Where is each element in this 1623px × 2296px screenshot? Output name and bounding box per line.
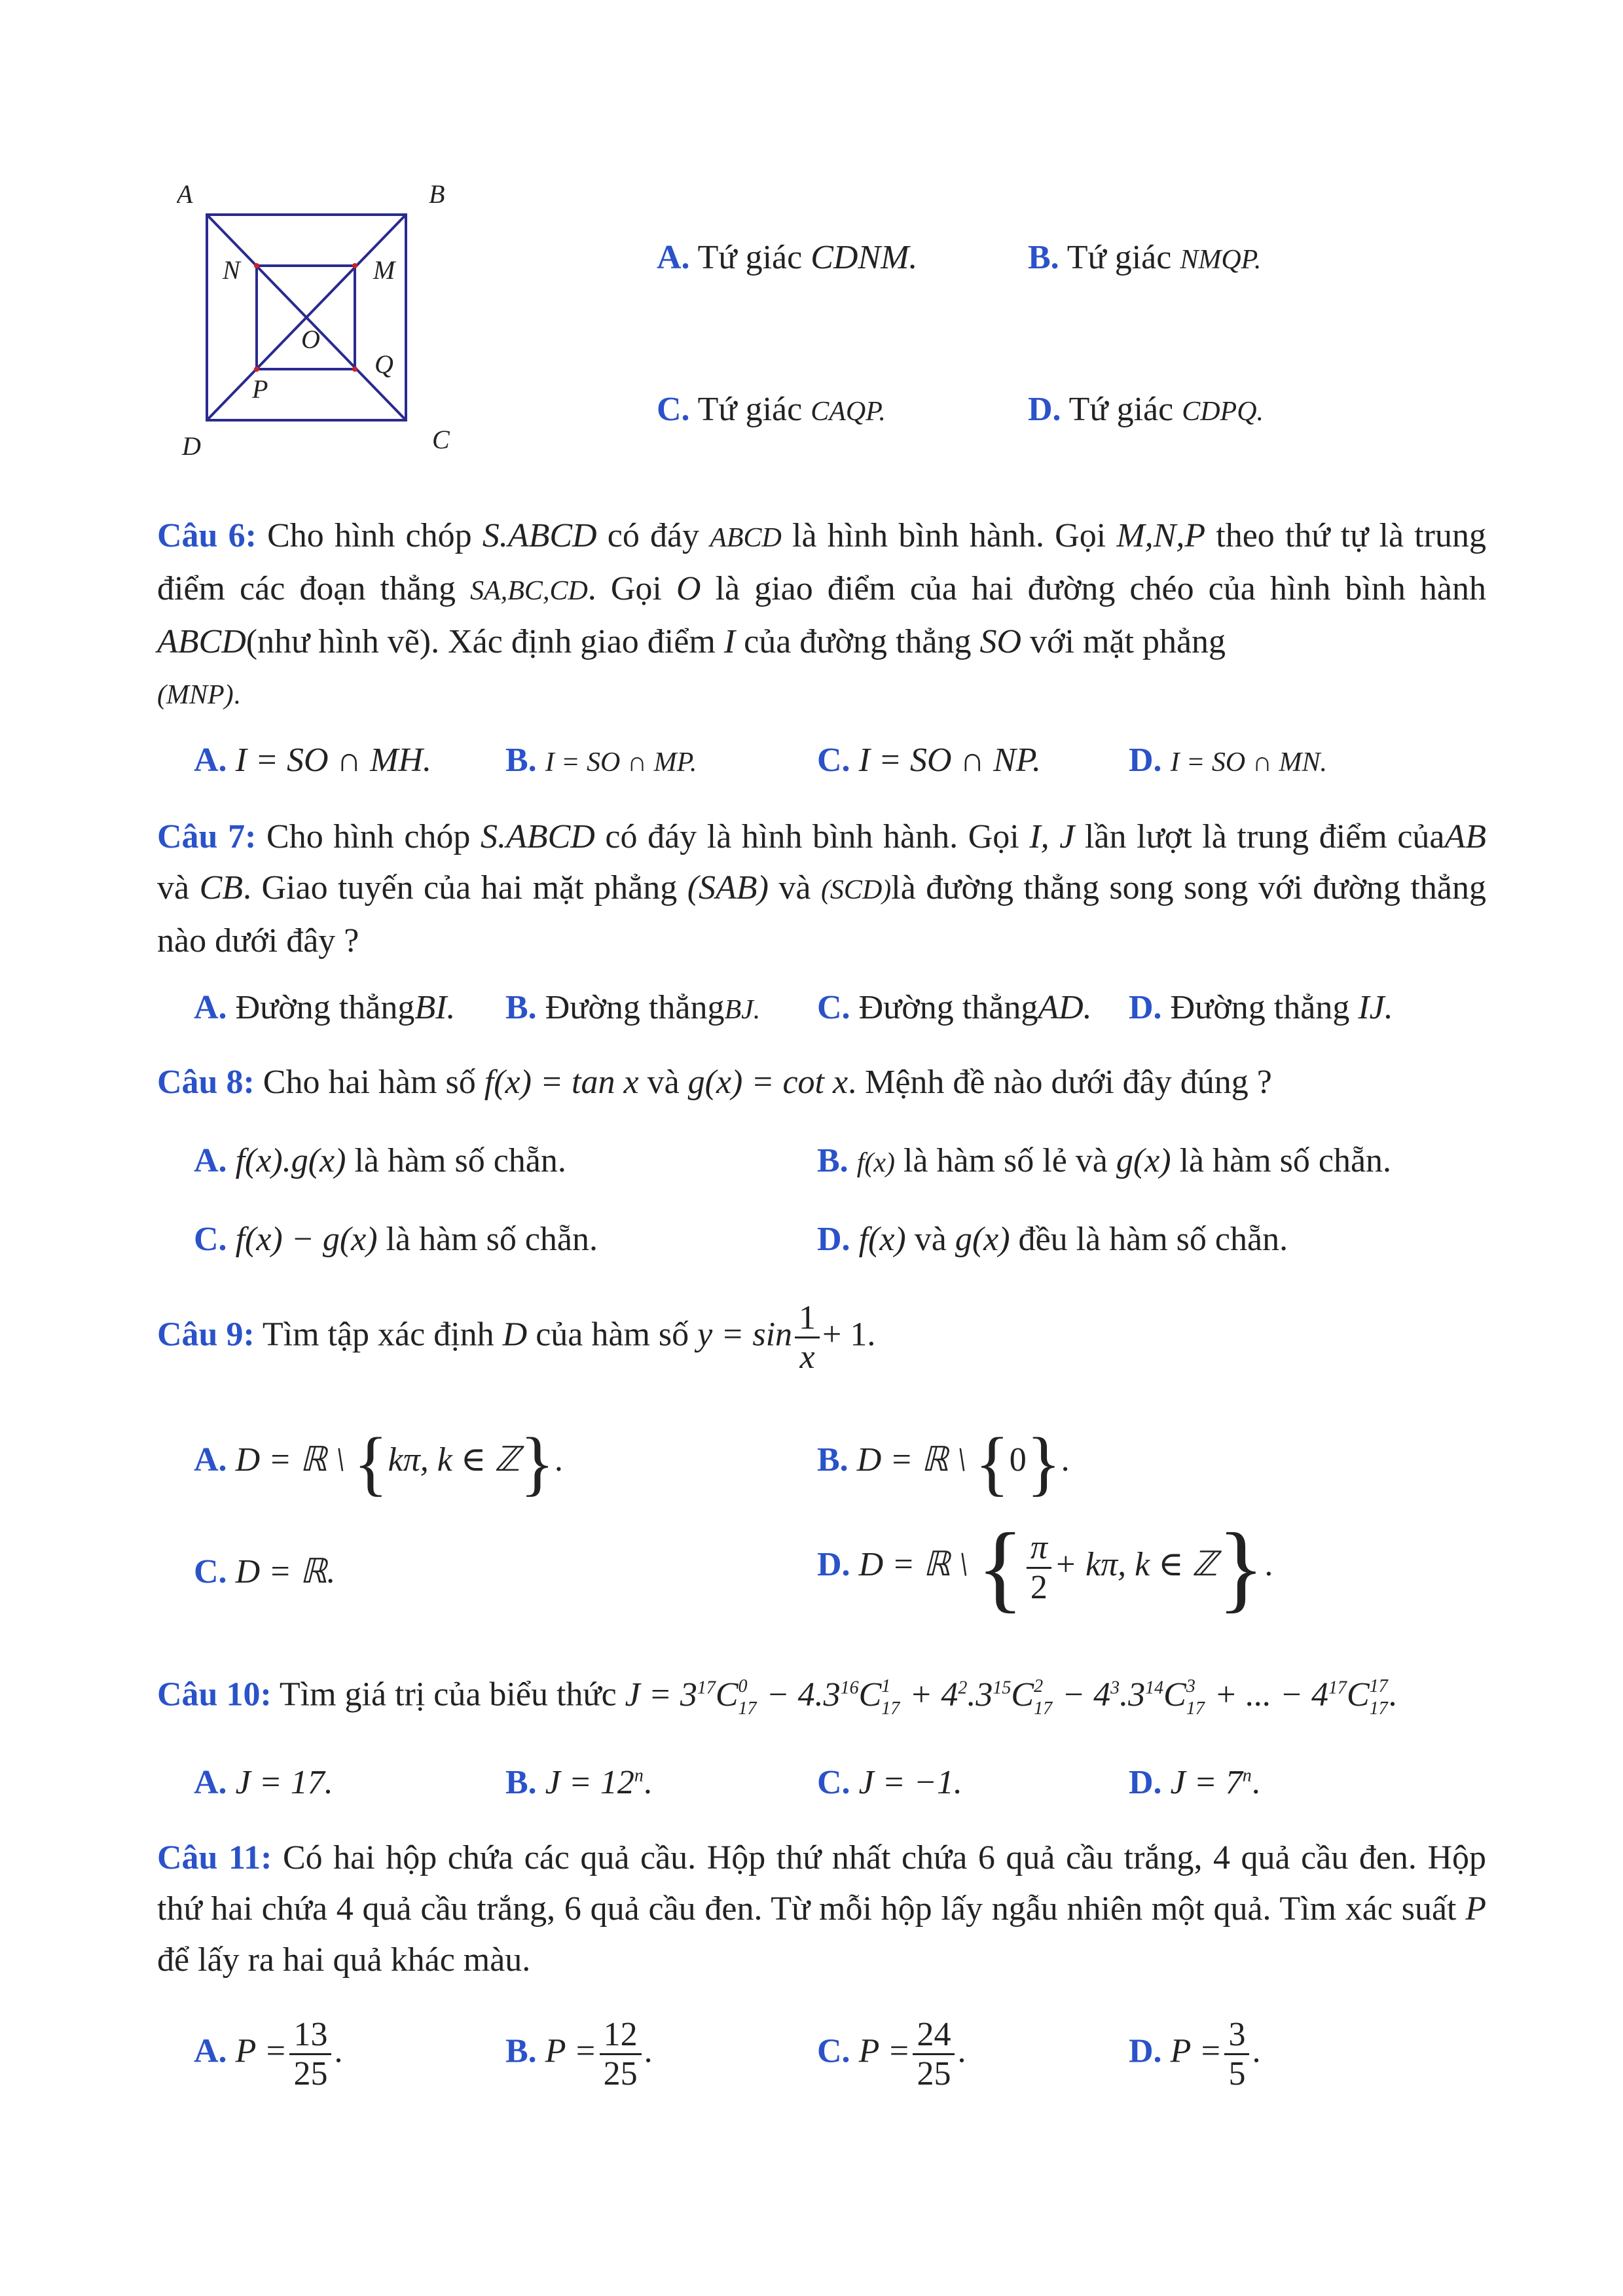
q6-stem: Câu 6: Cho hình chóp S.ABCD có đáy ABCD là hình bình hành. Gọi M,N,P theo thứ tự là trung điểm các đoạn thẳng SA,BC,CD. Gọi O là giao điểm của hai đường chéo của hình bình hành ABCD(như hình vẽ). Xác định giao điểm I của đường thẳng SO với mặt phẳng (MNP). bbox=[157, 517, 1487, 710]
q9-option-c[interactable]: C. D = ℝ. bbox=[194, 1553, 336, 1590]
q8-option-a[interactable]: A. f(x).g(x) là hàm số chẵn. bbox=[194, 1142, 566, 1179]
q11-option-d[interactable]: D. P = $\frac{3}{5}$ . bbox=[1129, 2016, 1261, 2093]
q10-option-a[interactable]: A. J = 17. bbox=[194, 1764, 333, 1801]
q11-option-c[interactable]: C. P = $\frac{24}{25}$ . bbox=[817, 2016, 966, 2093]
label-N: N bbox=[223, 255, 240, 285]
q6-option-c[interactable]: C. I = SO ∩ NP. bbox=[817, 742, 1041, 779]
q10-expression: $J = 3^{17}C$ 0 17 − $4.3^{16}C$ 1 17 + $4^2.3^{15}C$ 2 17 − $4^3.3^{14}C$ 3 17 + ... − $4^{17}C$ 17 17 . bbox=[625, 1676, 1398, 1719]
q9-option-d[interactable]: D. D = ℝ \ { $\frac{\pi}{2}$ + kπ, k ∈ ℤ}. bbox=[817, 1513, 1273, 1622]
q8-option-b[interactable]: B. f(x) là hàm số lẻ và g(x) là hàm số chẵn. bbox=[817, 1142, 1392, 1179]
q7-option-c[interactable]: C. Đường thẳngAD. bbox=[817, 989, 1092, 1026]
q9-stem: Câu 9: Tìm tập xác định D của hàm số y = sin $\frac{1}{x}$ + 1. bbox=[157, 1299, 876, 1376]
q7-option-b[interactable]: B. Đường thẳngBJ. bbox=[505, 989, 761, 1026]
q6-option-b[interactable]: B. I = SO ∩ MP. bbox=[505, 742, 697, 779]
q9-option-a[interactable]: A. D = ℝ \ {kπ, k ∈ ℤ}. bbox=[194, 1423, 563, 1503]
q11-option-a[interactable]: A. P = $\frac{13}{25}$ . bbox=[194, 2016, 343, 2093]
label-P: P bbox=[252, 374, 268, 404]
q10-option-d[interactable]: D. $J = 7^n$. bbox=[1129, 1764, 1260, 1801]
q10-stem: Câu 10: Tìm giá trị của biểu thức $J = 3^{17}C$ 0 17 − $4.3^{16}C$ 1 17 + $4^2.3^{15}C$ 2 17 − $4^3.3^{14}C$ 3 17 + ... − $4^{17}C$ 17 17 . bbox=[157, 1676, 1398, 1719]
label-Q: Q bbox=[374, 350, 393, 379]
q5-option-a[interactable]: A. Tứ giác CDNM. bbox=[657, 239, 918, 276]
q8-stem: Câu 8: Cho hai hàm số f(x) = tan x và g(x) = cot x. Mệnh đề nào dưới đây đúng ? bbox=[157, 1064, 1272, 1101]
q7-option-d[interactable]: D. Đường thẳng IJ. bbox=[1129, 989, 1393, 1026]
q6-option-a[interactable]: A. I = SO ∩ MH. bbox=[194, 742, 431, 779]
q10-option-c[interactable]: C. J = −1. bbox=[817, 1764, 962, 1801]
label-B: B bbox=[429, 179, 445, 209]
q5-option-c[interactable]: C. Tứ giác CAQP. bbox=[657, 391, 886, 428]
q10-option-b[interactable]: B. $J = 12^n$. bbox=[505, 1764, 652, 1801]
q8-option-c[interactable]: C. f(x) − g(x) là hàm số chẵn. bbox=[194, 1221, 598, 1258]
label-D: D bbox=[182, 431, 201, 461]
q5-option-d[interactable]: D. Tứ giác CDPQ. bbox=[1028, 391, 1264, 428]
label-C: C bbox=[432, 425, 450, 454]
q8-option-d[interactable]: D. f(x) và g(x) đều là hàm số chẵn. bbox=[817, 1221, 1288, 1258]
q7-stem: Câu 7: Cho hình chóp S.ABCD có đáy là hình bình hành. Gọi I, J lần lượt là trung điểm củaAB và CB. Giao tuyến của hai mặt phẳng (SAB) và (SCD)là đường thẳng song song với đường thẳng nào dưới đây ? bbox=[157, 818, 1487, 960]
square-figure bbox=[177, 177, 465, 478]
q6-option-d[interactable]: D. I = SO ∩ MN. bbox=[1129, 742, 1328, 779]
q9-option-b[interactable]: B. D = ℝ \ {0}. bbox=[817, 1423, 1070, 1503]
label-O: O bbox=[301, 325, 320, 354]
q5-option-b[interactable]: B. Tứ giác NMQP. bbox=[1028, 239, 1262, 276]
q11-stem: Câu 11: Có hai hộp chứa các quả cầu. Hộp thứ nhất chứa 6 quả cầu trắng, 4 quả cầu đen. Hộp thứ hai chứa 4 quả cầu trắng, 6 quả cầu đen. Từ mỗi hộp lấy ngẫu nhiên một quả. Tìm xác suất P để lấy ra hai quả khác màu. bbox=[157, 1839, 1487, 1979]
q7-option-a[interactable]: A. Đường thẳngBI. bbox=[194, 989, 456, 1026]
label-M: M bbox=[373, 255, 395, 285]
q11-option-b[interactable]: B. P = $\frac{12}{25}$ . bbox=[505, 2016, 653, 2093]
label-A: A bbox=[177, 179, 193, 209]
